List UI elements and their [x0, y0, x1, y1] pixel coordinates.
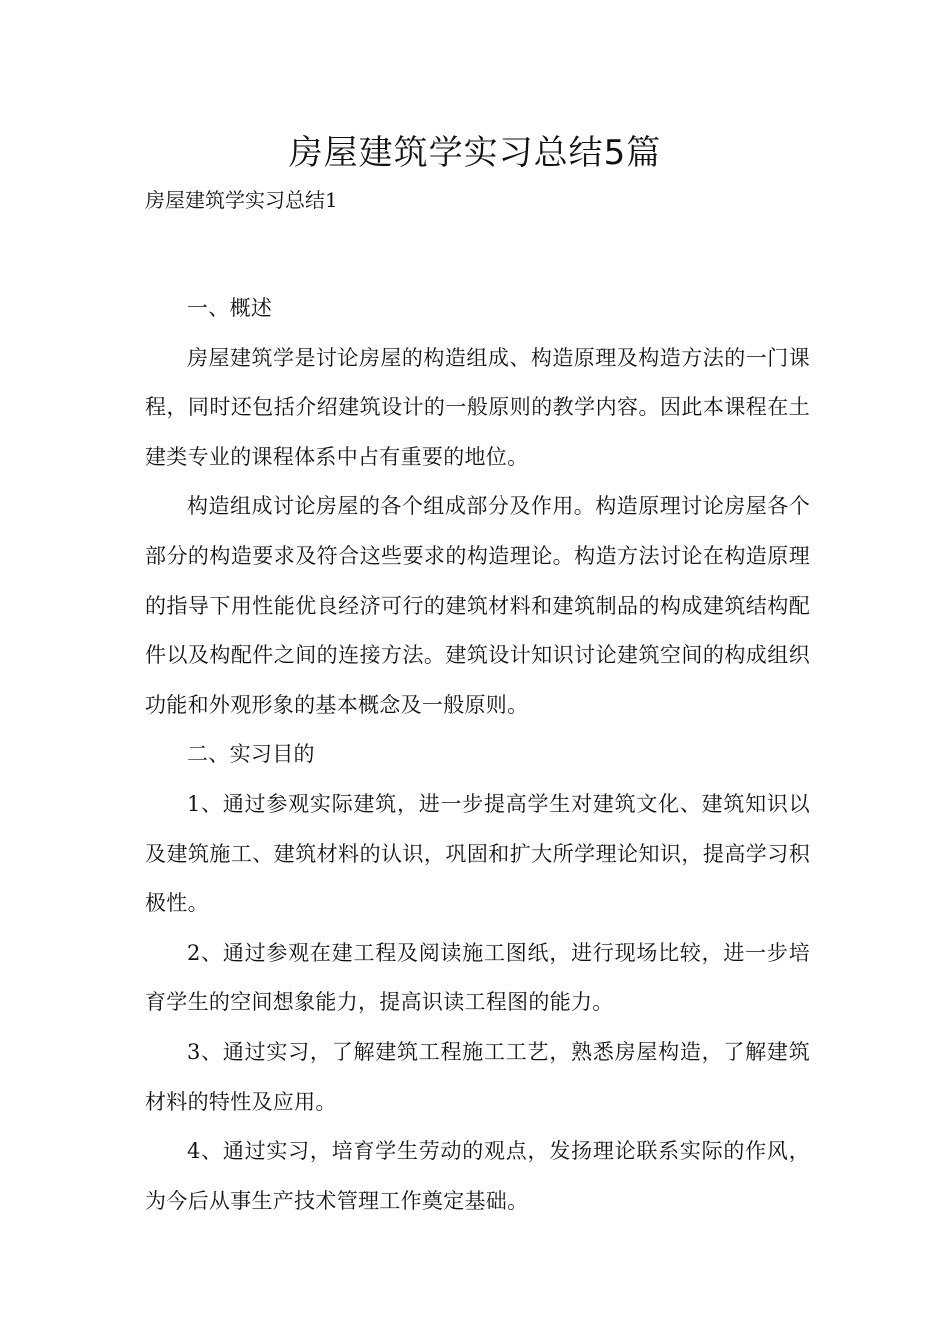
document-title: 房屋建筑学实习总结5篇	[288, 133, 662, 173]
paragraph-overview-1: 房屋建筑学是讨论房屋的构造组成、构造原理及构造方法的一门课程，同时还包括介绍建筑设计的一般原则的教学内容。因此本课程在土建类专业的课程体系中占有重要的地位。	[145, 345, 810, 469]
section-heading-purpose: 二、实习目的	[187, 742, 315, 767]
document-subtitle: 房屋建筑学实习总结1	[145, 188, 338, 212]
purpose-item-2: 2、通过参观在建工程及阅读施工图纸，进行现场比较，进一步培育学生的空间想象能力，提高识读工程图的能力。	[145, 940, 810, 1015]
section-heading-overview: 一、概述	[187, 296, 273, 320]
purpose-item-4: 4、通过实习，培育学生劳动的观点，发扬理论联系实际的作风，为今后从事生产技术管理工作奠定基础。	[145, 1139, 810, 1213]
purpose-item-1: 1、通过参观实际建筑，进一步提高学生对建筑文化、建筑知识以及建筑施工、建筑材料的认识，巩固和扩大所学理论知识，提高学习积极性。	[145, 791, 810, 916]
document-body	[145, 284, 810, 1226]
purpose-item-3: 3、通过实习，了解建筑工程施工工艺，熟悉房屋构造，了解建筑材料的特性及应用。	[145, 1039, 810, 1114]
paragraph-overview-2: 构造组成讨论房屋的各个组成部分及作用。构造原理讨论房屋各个部分的构造要求及符合这些要求的构造理论。构造方法讨论在构造原理的指导下用性能优良经济可行的建筑材料和建筑制品的构成建筑结构配件以及构配件之间的连接方法。建筑设计知识讨论建筑空间的构成组织功能和外观形象的基本概念及一般原则。	[145, 494, 810, 717]
